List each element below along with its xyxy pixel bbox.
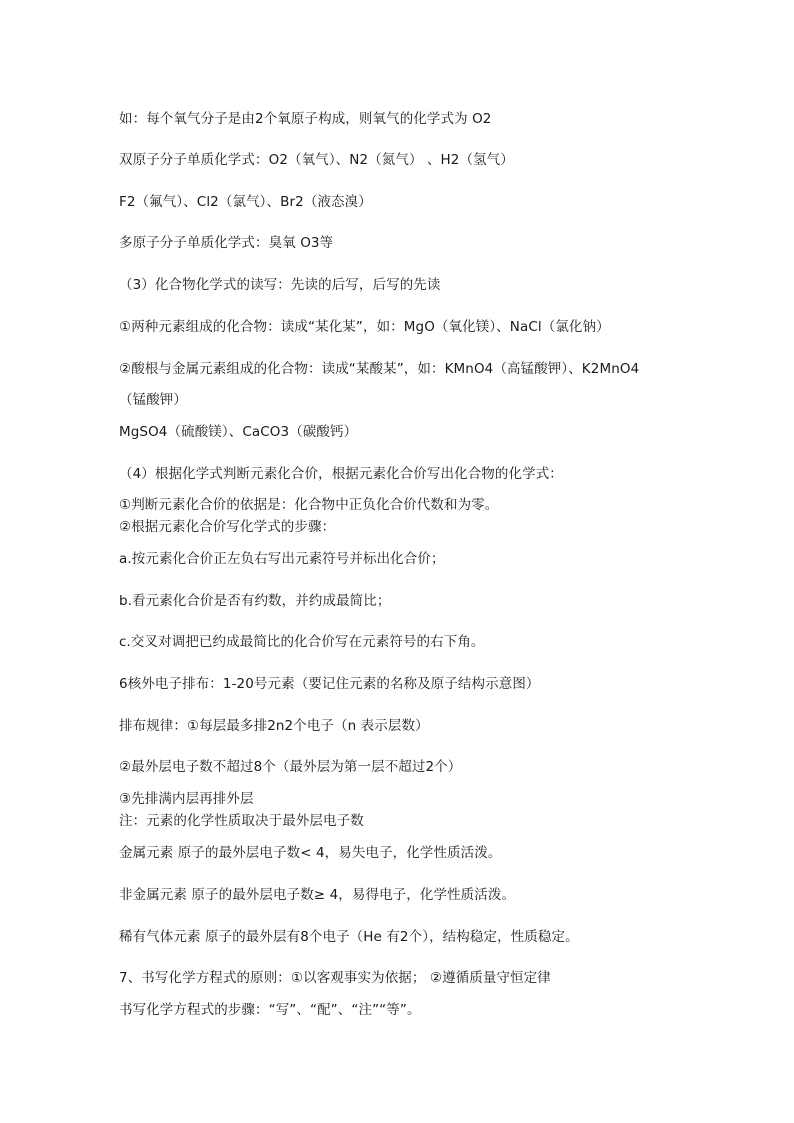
- text-line: ③先排满内层再排外层: [119, 791, 254, 807]
- text-line: 多原子分子单质化学式：臭氧 O3等: [119, 235, 334, 251]
- text-line: ②最外层电子数不超过8个（最外层为第一层不超过2个）: [119, 759, 462, 775]
- text-line: ②酸根与金属元素组成的化合物：读成“某酸某”，如：KMnO4（高锰酸钾）、K2MnO4: [119, 361, 640, 377]
- text-line: 注：元素的化学性质取决于最外层电子数: [119, 813, 364, 829]
- text-line: c.交叉对调把已约成最简比的化合价写在元素符号的右下角。: [119, 634, 485, 650]
- text-line: ①两种元素组成的化合物：读成“某化某”，如：MgO（氧化镁）、NaCl（氯化钠）: [119, 319, 610, 335]
- text-line: 7、书写化学方程式的原则：①以客观事实为依据； ②遵循质量守恒定律: [119, 970, 551, 986]
- text-line: MgSO4（硫酸镁）、CaCO3（碳酸钙）: [119, 424, 358, 440]
- text-line: （4）根据化学式判断元素化合价，根据元素化合价写出化合物的化学式：: [119, 466, 563, 482]
- text-line: 6核外电子排布：1-20号元素（要记住元素的名称及原子结构示意图）: [119, 676, 540, 692]
- text-line: ②根据元素化合价写化学式的步骤：: [119, 519, 336, 535]
- text-line: 书写化学方程式的步骤：“写”、“配”、“注”“等”。: [119, 1002, 421, 1018]
- text-line: a.按元素化合价正左负右写出元素符号并标出化合价；: [119, 551, 445, 567]
- text-line: ①判断元素化合价的依据是：化合物中正负化合价代数和为零。: [119, 497, 499, 513]
- text-line: （3）化合物化学式的读写：先读的后写，后写的先读: [119, 277, 441, 293]
- text-line: 稀有气体元素 原子的最外层有8个电子（He 有2个），结构稳定，性质稳定。: [119, 929, 579, 945]
- text-line: 非金属元素 原子的最外层电子数≥ 4，易得电子，化学性质活泼。: [119, 887, 516, 903]
- text-line: 如：每个氧气分子是由2个氧原子构成，则氧气的化学式为 O2: [119, 111, 492, 127]
- text-line: （锰酸钾）: [119, 392, 187, 408]
- text-line: 双原子分子单质化学式：O2（氧气）、N2（氮气） 、H2（氢气）: [119, 152, 514, 168]
- text-line: 金属元素 原子的最外层电子数< 4，易失电子，化学性质活泼。: [119, 845, 502, 861]
- text-line: F2（氟气）、Cl2（氯气）、Br2（液态溴）: [119, 194, 372, 210]
- text-line: b.看元素化合价是否有约数，并约成最简比；: [119, 593, 391, 609]
- text-line: 排布规律：①每层最多排2n2个电子（n 表示层数）: [119, 718, 429, 734]
